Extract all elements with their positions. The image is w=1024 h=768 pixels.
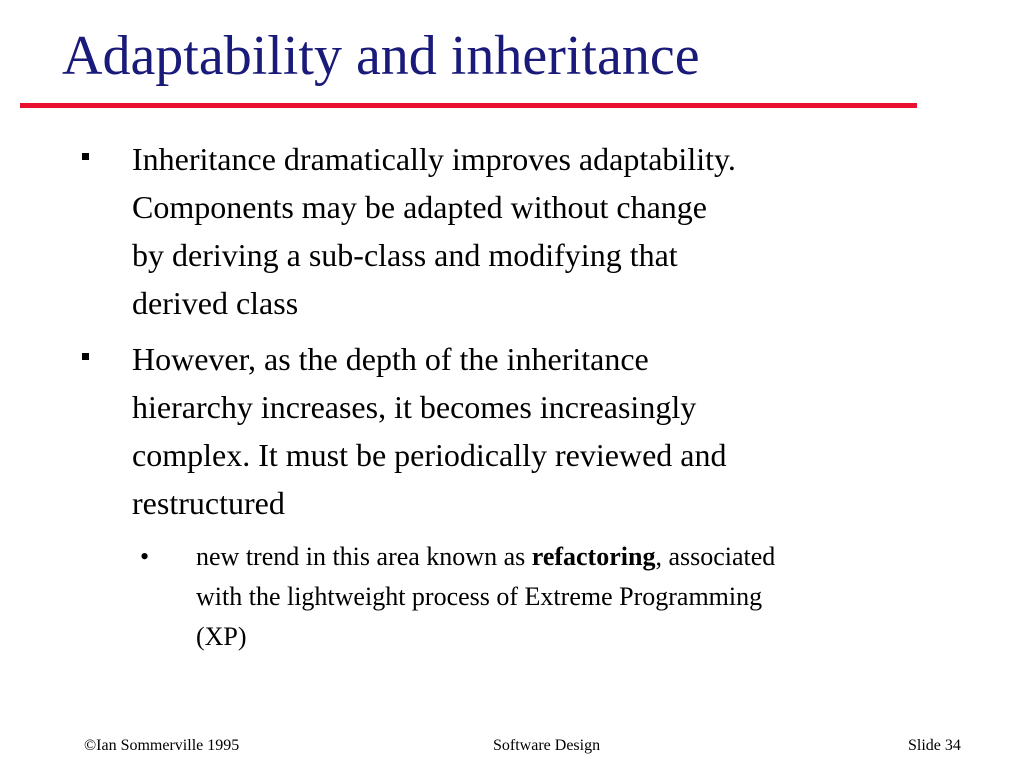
bullet-line: Inheritance dramatically improves adaptability. — [132, 141, 736, 177]
bullet-line: restructured — [132, 485, 285, 521]
square-bullet-icon — [82, 153, 89, 160]
bullet-line: derived class — [132, 285, 299, 321]
round-bullet-icon: • — [140, 542, 150, 571]
footer-course-title: Software Design — [493, 737, 601, 754]
bullet-line: by deriving a sub-class and modifying that — [132, 237, 678, 273]
bullet-line: complex. It must be periodically reviewed and — [132, 437, 727, 473]
sub-bullet-text — [196, 537, 976, 657]
sub-bullet-suffix: , associated — [655, 542, 776, 571]
sub-bullet-line: (XP) — [196, 622, 247, 651]
bullet-text — [132, 135, 902, 327]
refactoring-term: refactoring — [531, 542, 656, 571]
sub-bullet-prefix: new trend in this area known as — [196, 542, 532, 571]
square-bullet-icon — [82, 353, 89, 360]
footer-copyright: ©Ian Sommerville 1995 — [84, 737, 240, 754]
slide-title: Adaptability and inheritance — [62, 25, 700, 87]
title-underline — [20, 103, 917, 108]
sub-bullet-line: with the lightweight process of Extreme Programming — [196, 582, 763, 611]
bullet-line: However, as the depth of the inheritance — [132, 341, 649, 377]
bullet-text — [132, 335, 902, 527]
bullet-line: Components may be adapted without change — [132, 189, 707, 225]
footer-slide-number: Slide 34 — [908, 737, 961, 754]
bullet-line: hierarchy increases, it becomes increasingly — [132, 389, 697, 425]
sub-bullet-line — [196, 537, 976, 577]
